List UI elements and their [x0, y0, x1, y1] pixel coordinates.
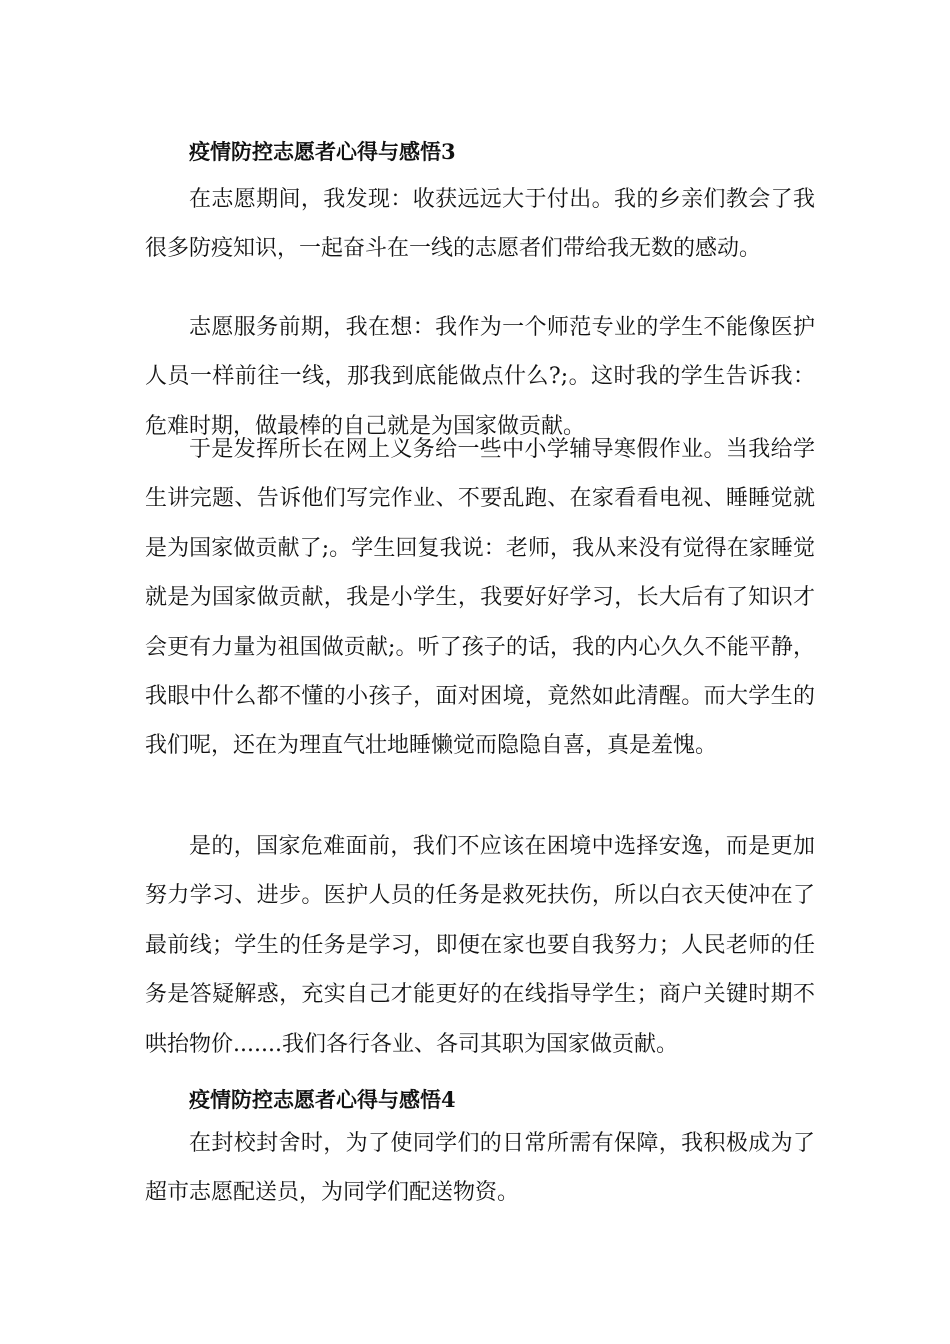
paragraph-3-2: 志愿服务前期，我在想：我作为一个师范专业的学生不能像医护人员一样前往一线，那我到底能做点什么?;。这时我的学生告诉我：危难时期，做最棒的自己就是为国家做贡献。 [145, 315, 815, 439]
section-heading-3: 疫情防控志愿者心得与感悟3 [189, 139, 456, 164]
paragraph-3-1: 在志愿期间，我发现：收获远远大于付出。我的乡亲们教会了我很多防疫知识，一起奋斗在一线的志愿者们带给我无数的感动。 [145, 187, 815, 262]
paragraph-4-1: 在封校封舍时，为了使同学们的日常所需有保障，我积极成为了超市志愿配送员，为同学们配送物资。 [145, 1131, 815, 1206]
paragraph-3-4: 是的，国家危难面前，我们不应该在困境中选择安逸，而是更加努力学习、进步。医护人员的任务是救死扶伤，所以白衣天使冲在了最前线；学生的任务是学习，即便在家也要自我努力；人民老师的任务是答疑解惑，充实自己才能更好的在线指导学生；商户关键时期不哄抬物价.......我们各行各业、各司其职为国家做贡献。 [145, 834, 815, 1057]
section-heading-4: 疫情防控志愿者心得与感悟4 [189, 1087, 456, 1112]
paragraph-3-3: 于是发挥所长在网上义务给一些中小学辅导寒假作业。当我给学生讲完题、告诉他们写完作业、不要乱跑、在家看看电视、睡睡觉就是为国家做贡献了;。学生回复我说：老师，我从来没有觉得在家睡觉就是为国家做贡献，我是小学生，我要好好学习，长大后有了知识才会更有力量为祖国做贡献;。听了孩子的话，我的内心久久不能平静，我眼中什么都不懂的小孩子，面对困境，竟然如此清醒。而大学生的我们呢，还在为理直气壮地睡懒觉而隐隐自喜，真是羞愧。 [145, 437, 815, 759]
